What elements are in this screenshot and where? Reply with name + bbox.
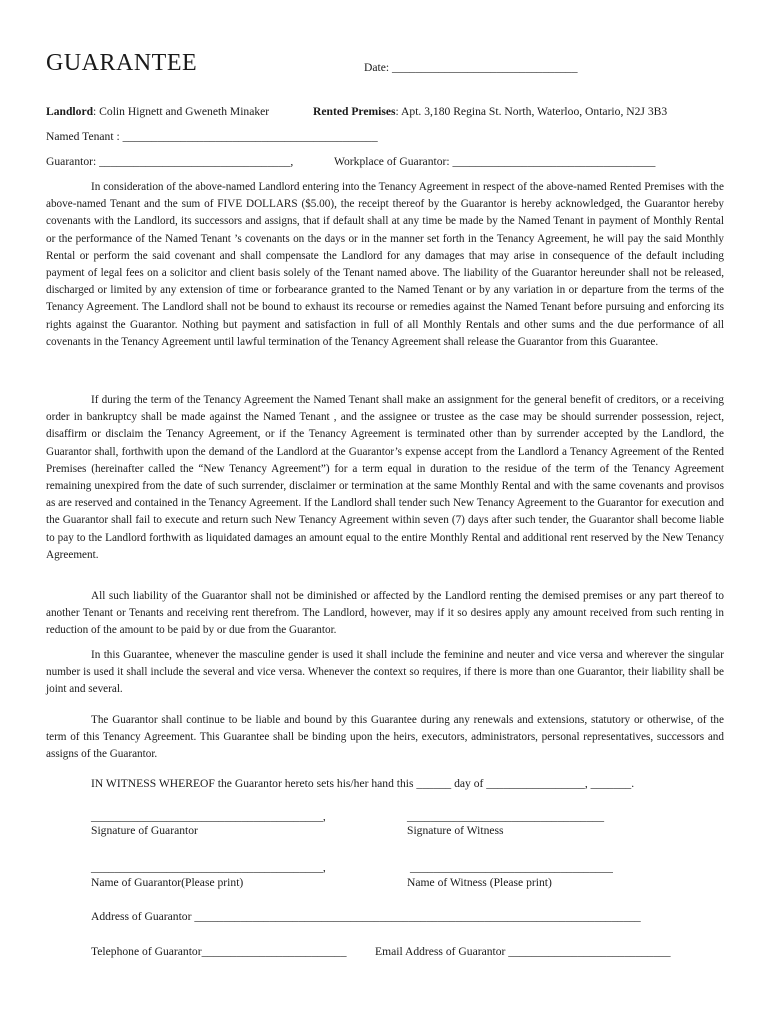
guarantor-name-label: Name of Guarantor(Please print)	[91, 876, 244, 889]
workplace-field: Workplace of Guarantor: ___________________________________	[334, 155, 656, 168]
paragraph-liability: All such liability of the Guarantor shall not be diminished or affected by the Landlord renting the demised premises or any part thereof to another Tenant or Tenants and receiving rent therefrom. The Landlord, however, may if it so desires apply any amount received from such renting in reduction of the amount to be paid by or due from the Guarantor.	[46, 590, 724, 637]
date-field: Date: ________________________________	[364, 61, 578, 74]
premises-value: : Apt. 3,180 Regina St. North, Waterloo, Ontario, N2J 3B3	[395, 105, 668, 118]
premises-row	[313, 105, 667, 118]
named-tenant-field: Named Tenant : ____________________________________________	[46, 130, 378, 143]
document-title: GUARANTEE	[46, 50, 198, 76]
guarantor-address-field: Address of Guarantor _____________________________________________________________________________	[91, 910, 641, 923]
landlord-row	[46, 105, 269, 118]
witness-signature-label: Signature of Witness	[407, 824, 504, 837]
guarantor-name-line: ________________________________________,	[91, 861, 326, 874]
premises-label: Rented Premises	[313, 105, 396, 118]
paragraph-renewals: The Guarantor shall continue to be liable and bound by this Guarantee during any renewals and extensions, statutory or otherwise, of the term of this Tenancy Agreement. This Guarantee shall be binding upon the heirs, executors, administrators, personal representatives, successors and assigns of the Guarantor.	[46, 714, 724, 761]
landlord-label: Landlord	[46, 105, 94, 118]
witness-name-label: Name of Witness (Please print)	[407, 876, 552, 889]
guarantor-field: Guarantor: _________________________________,	[46, 155, 294, 168]
paragraph-consideration: In consideration of the above-named Landlord entering into the Tenancy Agreement in respect of the above-named Rented Premises with the above-named Tenant and the sum of FIVE DOLLARS ($5.00), the receipt thereof by the Guarantor is hereby acknowledged, the Guarantor hereby covenants with the Landlord, its successors and assigns, that if default shall at any time be made by the Named Tenant in payment of Monthly Rental or the performance of the Named Tenant ’s covenants on the days or in the manner set forth in the Tenancy Agreement, he will pay the said Monthly Rental or perform the said covenant and shall compensate the Landlord for any damages that may arise in consequence of the default including payment of legal fees on a solicitor and client basis solely of the Tenant named above. The liability of the Guarantor hereunder shall not be released, discharged or limited by any extension of time or forbearance granted to the Named Tenant or by any variation in or departure from the terms of the Tenancy Agreement. The Landlord shall not be bound to exhaust its recourse or remedies against the Named Tenant before pursuing and enforcing its rights against the Guarantor. Nothing but payment and satisfaction in full of all Monthly Rentals and other sums and the due performance of all covenants in the Tenancy Agreement until lawful termination of the Tenancy Agreement shall release the Guarantor from this Guarantee.	[46, 181, 724, 348]
guarantor-email-field: Email Address of Guarantor ____________________________	[375, 945, 671, 958]
guarantor-signature-label: Signature of Guarantor	[91, 824, 198, 837]
paragraph-gender: In this Guarantee, whenever the masculine gender is used it shall include the feminine and neuter and vice versa and wherever the singular number is used it shall include the several and vice versa. Whenever the context so requires, if there is more than one Guarantor, their liability shall be joint and several.	[46, 649, 724, 696]
witness-signature-line: __________________________________	[407, 810, 605, 823]
landlord-value: : Colin Hignett and Gweneth Minaker	[93, 105, 270, 118]
witness-name-line: ___________________________________	[410, 861, 613, 874]
guarantor-telephone-field: Telephone of Guarantor_________________________	[91, 945, 347, 958]
witness-clause: IN WITNESS WHEREOF the Guarantor hereto sets his/her hand this ______ day of _________________, _______.	[91, 777, 635, 790]
guarantor-signature-line: ________________________________________,	[91, 810, 326, 823]
paragraph-assignment: If during the term of the Tenancy Agreement the Named Tenant shall make an assignment for the general benefit of creditors, or a receiving order in bankruptcy shall be made against the Named Tenant , and the assignee or trustee as the case may be should surrender possession, reject, disaffirm or disclaim the Tenancy Agreement, or if the Tenancy Agreement is terminated other than by surrender accepted by the Landlord, the Guarantor shall, forthwith upon the demand of the Landlord at the Guarantor’s expense accept from the Landlord a Tenancy Agreement of the Rented Premises (hereinafter called the “New Tenancy Agreement”) for a term equal in duration to the residue of the term of the Tenancy Agreement remaining unexpired from the date of such surrender, disclaimer or termination at the same Monthly Rental and with the same covenants and provisos as are reserved and contained in the Tenancy Agreement. If the Landlord shall tender such New Tenancy Agreement to the Guarantor for execution and the Guarantor shall fail to execute and return such New Tenancy Agreement within seven (7) days after such tender, the Guarantor shall become liable to pay to the Landlord forthwith as liquidated damages an amount equal to the entire Monthly Rental and additional rent reserved by the New Tenancy Agreement.	[46, 394, 724, 561]
